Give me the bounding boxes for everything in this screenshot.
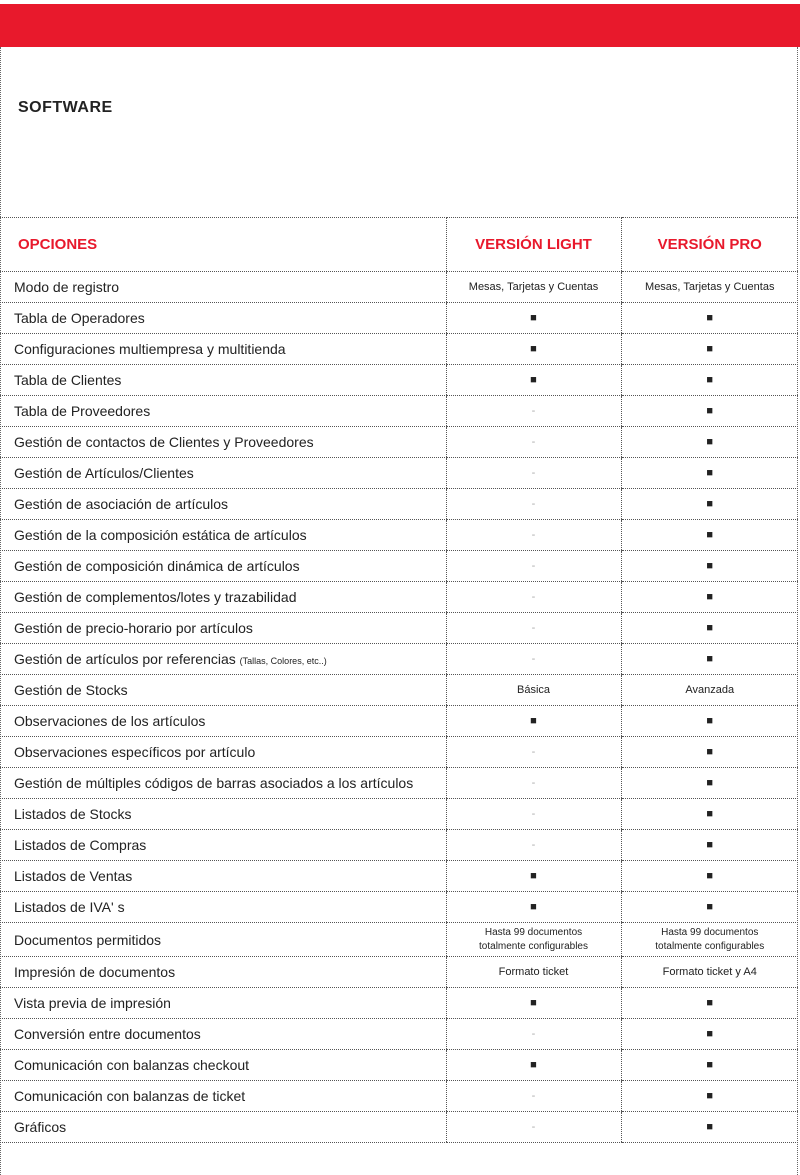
included-mark: ■ bbox=[706, 653, 714, 665]
table-row bbox=[0, 644, 798, 675]
included-mark: ■ bbox=[706, 405, 714, 417]
feature-label: Comunicación con balanzas de ticket bbox=[14, 1088, 246, 1104]
table-row bbox=[0, 1112, 798, 1143]
table-row bbox=[0, 923, 798, 957]
feature-label: Vista previa de impresión bbox=[14, 995, 171, 1011]
table-row bbox=[0, 520, 798, 551]
feature-label: Listados de IVA' s bbox=[14, 899, 125, 915]
feature-cell bbox=[0, 675, 446, 706]
feature-label: Tabla de Proveedores bbox=[14, 403, 151, 419]
included-mark: ■ bbox=[706, 808, 714, 820]
light-value-cell bbox=[446, 551, 621, 582]
not-included-dash: - bbox=[531, 498, 536, 510]
included-mark: ■ bbox=[706, 997, 714, 1009]
included-mark: ■ bbox=[706, 560, 714, 572]
pro-value-cell bbox=[621, 303, 798, 334]
feature-cell bbox=[0, 737, 446, 768]
not-included-dash: - bbox=[531, 529, 536, 541]
not-included-dash: - bbox=[531, 1121, 536, 1133]
table-row bbox=[0, 1050, 798, 1081]
light-value-cell bbox=[446, 489, 621, 520]
table-row bbox=[0, 737, 798, 768]
included-mark: ■ bbox=[706, 529, 714, 541]
pro-value-cell bbox=[621, 334, 798, 365]
pro-value-cell bbox=[621, 520, 798, 551]
not-included-dash: - bbox=[531, 746, 536, 758]
table-row bbox=[0, 706, 798, 737]
feature-cell bbox=[0, 520, 446, 551]
feature-cell bbox=[0, 427, 446, 458]
included-mark: ■ bbox=[530, 374, 537, 386]
feature-label: Listados de Ventas bbox=[14, 868, 133, 884]
feature-label: Configuraciones multiempresa y multitienda bbox=[14, 341, 286, 357]
pro-value-cell bbox=[621, 988, 798, 1019]
light-value-cell bbox=[446, 644, 621, 675]
included-mark: ■ bbox=[530, 343, 537, 355]
light-value-cell bbox=[446, 396, 621, 427]
not-included-dash: - bbox=[531, 808, 536, 820]
pro-value-cell bbox=[621, 923, 798, 957]
table-row bbox=[0, 892, 798, 923]
light-value-cell bbox=[446, 737, 621, 768]
feature-cell bbox=[0, 458, 446, 489]
pro-value-cell bbox=[621, 644, 798, 675]
pro-value-cell bbox=[621, 675, 798, 706]
pro-value-cell bbox=[621, 1019, 798, 1050]
top-red-bar bbox=[0, 4, 800, 47]
light-value-cell bbox=[446, 1019, 621, 1050]
feature-label: Gestión de Artículos/Clientes bbox=[14, 465, 194, 481]
table-row bbox=[0, 396, 798, 427]
not-included-dash: - bbox=[531, 1090, 536, 1102]
feature-cell bbox=[0, 551, 446, 582]
pro-value-cell bbox=[621, 737, 798, 768]
light-value-cell bbox=[446, 706, 621, 737]
light-value-cell bbox=[446, 1112, 621, 1143]
feature-label: Gestión de contactos de Clientes y Proveedores bbox=[14, 434, 314, 450]
pro-value-cell bbox=[621, 458, 798, 489]
pro-value-cell bbox=[621, 1081, 798, 1112]
table-row bbox=[0, 861, 798, 892]
light-value-cell bbox=[446, 675, 621, 706]
included-mark: ■ bbox=[706, 746, 714, 758]
table-header-row bbox=[0, 218, 798, 272]
pro-value-cell bbox=[621, 427, 798, 458]
included-mark: ■ bbox=[706, 777, 714, 789]
table-row bbox=[0, 957, 798, 988]
light-value-cell bbox=[446, 582, 621, 613]
feature-cell bbox=[0, 1019, 446, 1050]
table-row bbox=[0, 675, 798, 706]
included-mark: ■ bbox=[706, 715, 714, 727]
included-mark: ■ bbox=[706, 374, 714, 386]
included-mark: ■ bbox=[530, 901, 537, 913]
pro-value-cell bbox=[621, 582, 798, 613]
feature-cell bbox=[0, 582, 446, 613]
feature-label: Conversión entre documentos bbox=[14, 1026, 201, 1042]
feature-cell bbox=[0, 1050, 446, 1081]
included-mark: ■ bbox=[530, 870, 537, 882]
light-value-cell bbox=[446, 1050, 621, 1081]
feature-label: Modo de registro bbox=[14, 279, 120, 295]
light-value-cell bbox=[446, 458, 621, 489]
pro-value-cell bbox=[621, 706, 798, 737]
included-mark: ■ bbox=[706, 839, 714, 851]
table-row bbox=[0, 1019, 798, 1050]
table-row bbox=[0, 427, 798, 458]
header-version-pro: VERSIÓN PRO bbox=[621, 218, 798, 272]
table-row bbox=[0, 365, 798, 396]
not-included-dash: - bbox=[531, 405, 536, 417]
feature-label: Tabla de Clientes bbox=[14, 372, 122, 388]
table-row bbox=[0, 458, 798, 489]
table-row bbox=[0, 272, 798, 303]
pro-value-cell bbox=[621, 1050, 798, 1081]
light-value-cell bbox=[446, 365, 621, 396]
feature-label: Impresión de documentos bbox=[14, 964, 176, 980]
included-mark: ■ bbox=[706, 498, 714, 510]
feature-label: Documentos permitidos bbox=[14, 931, 162, 948]
feature-label: Gestión de precio-horario por artículos bbox=[14, 620, 253, 636]
not-included-dash: - bbox=[531, 653, 536, 665]
feature-cell bbox=[0, 988, 446, 1019]
feature-cell bbox=[0, 489, 446, 520]
feature-cell bbox=[0, 799, 446, 830]
pro-value-cell bbox=[621, 799, 798, 830]
included-mark: ■ bbox=[530, 1059, 537, 1071]
feature-label: Listados de Compras bbox=[14, 837, 147, 853]
light-value-cell bbox=[446, 892, 621, 923]
light-value-cell bbox=[446, 1081, 621, 1112]
included-mark: ■ bbox=[706, 467, 714, 479]
feature-label: Comunicación con balanzas checkout bbox=[14, 1057, 250, 1073]
feature-cell bbox=[0, 1081, 446, 1112]
included-mark: ■ bbox=[706, 901, 714, 913]
feature-label: Listados de Stocks bbox=[14, 806, 132, 822]
not-included-dash: - bbox=[531, 467, 536, 479]
feature-cell bbox=[0, 923, 446, 957]
feature-cell bbox=[0, 334, 446, 365]
not-included-dash: - bbox=[531, 777, 536, 789]
pro-value-text: Mesas, Tarjetas y Cuentas bbox=[645, 281, 775, 293]
pro-value-text: Avanzada bbox=[685, 684, 735, 696]
feature-cell bbox=[0, 396, 446, 427]
table-row bbox=[0, 303, 798, 334]
not-included-dash: - bbox=[531, 839, 536, 851]
included-mark: ■ bbox=[706, 343, 714, 355]
feature-label: Gráficos bbox=[14, 1119, 67, 1135]
light-value-cell bbox=[446, 988, 621, 1019]
feature-label: Gestión de asociación de artículos bbox=[14, 496, 229, 512]
pro-value-cell bbox=[621, 551, 798, 582]
light-value-cell bbox=[446, 427, 621, 458]
header-version-light: VERSIÓN LIGHT bbox=[446, 218, 621, 272]
light-value-cell bbox=[446, 957, 621, 988]
feature-cell bbox=[0, 1112, 446, 1143]
not-included-dash: - bbox=[531, 560, 536, 572]
feature-cell bbox=[0, 861, 446, 892]
included-mark: ■ bbox=[706, 870, 714, 882]
feature-label: Observaciones específicos por artículo bbox=[14, 744, 256, 760]
pro-value-text: Hasta 99 documentos totalmente configurables bbox=[655, 926, 765, 952]
light-value-cell bbox=[446, 613, 621, 644]
feature-cell bbox=[0, 768, 446, 799]
light-value-text: Mesas, Tarjetas y Cuentas bbox=[468, 281, 599, 293]
pro-value-cell bbox=[621, 272, 798, 303]
pro-value-cell bbox=[621, 396, 798, 427]
light-value-cell bbox=[446, 303, 621, 334]
table-row bbox=[0, 799, 798, 830]
feature-cell bbox=[0, 706, 446, 737]
feature-cell bbox=[0, 957, 446, 988]
feature-cell bbox=[0, 830, 446, 861]
table-row bbox=[0, 582, 798, 613]
feature-cell bbox=[0, 365, 446, 396]
included-mark: ■ bbox=[706, 436, 714, 448]
included-mark: ■ bbox=[706, 1059, 714, 1071]
not-included-dash: - bbox=[531, 622, 536, 634]
table-row bbox=[0, 768, 798, 799]
included-mark: ■ bbox=[706, 591, 714, 603]
pro-value-cell bbox=[621, 768, 798, 799]
table-row bbox=[0, 489, 798, 520]
table-row bbox=[0, 334, 798, 365]
light-value-text: Formato ticket bbox=[498, 966, 569, 978]
pro-value-cell bbox=[621, 830, 798, 861]
feature-cell bbox=[0, 303, 446, 334]
feature-label: Gestión de artículos por referencias bbox=[14, 651, 236, 667]
feature-label: Observaciones de los artículos bbox=[14, 713, 206, 729]
comparison-table bbox=[0, 217, 798, 1143]
feature-cell bbox=[0, 613, 446, 644]
included-mark: ■ bbox=[530, 312, 537, 324]
included-mark: ■ bbox=[706, 1121, 714, 1133]
light-value-text: Hasta 99 documentos totalmente configurables bbox=[479, 926, 588, 952]
feature-label: Tabla de Operadores bbox=[14, 310, 145, 326]
feature-label: Gestión de composición dinámica de artículos bbox=[14, 558, 300, 574]
light-value-cell bbox=[446, 830, 621, 861]
light-value-cell bbox=[446, 861, 621, 892]
feature-label: Gestión de la composición estática de artículos bbox=[14, 527, 307, 543]
feature-note: (Tallas, Colores, etc..) bbox=[239, 656, 327, 666]
table-row bbox=[0, 613, 798, 644]
light-value-cell bbox=[446, 768, 621, 799]
header-options: OPCIONES bbox=[0, 218, 446, 272]
feature-label: Gestión de complementos/lotes y trazabilidad bbox=[14, 589, 297, 605]
included-mark: ■ bbox=[706, 1090, 714, 1102]
feature-cell bbox=[0, 644, 446, 675]
feature-cell bbox=[0, 272, 446, 303]
pro-value-cell bbox=[621, 861, 798, 892]
light-value-cell bbox=[446, 923, 621, 957]
not-included-dash: - bbox=[531, 591, 536, 603]
light-value-cell bbox=[446, 272, 621, 303]
feature-cell bbox=[0, 892, 446, 923]
light-value-cell bbox=[446, 799, 621, 830]
not-included-dash: - bbox=[531, 1028, 536, 1040]
feature-label: Gestión de Stocks bbox=[14, 682, 128, 698]
pro-value-cell bbox=[621, 1112, 798, 1143]
table-row bbox=[0, 551, 798, 582]
pro-value-cell bbox=[621, 365, 798, 396]
pro-value-cell bbox=[621, 892, 798, 923]
pro-value-text: Formato ticket y A4 bbox=[662, 966, 757, 978]
light-value-cell bbox=[446, 520, 621, 551]
pro-value-cell bbox=[621, 613, 798, 644]
light-value-cell bbox=[446, 334, 621, 365]
included-mark: ■ bbox=[530, 715, 537, 727]
table-row bbox=[0, 1081, 798, 1112]
not-included-dash: - bbox=[531, 436, 536, 448]
included-mark: ■ bbox=[706, 312, 714, 324]
pro-value-cell bbox=[621, 489, 798, 520]
light-value-text: Básica bbox=[516, 684, 551, 696]
included-mark: ■ bbox=[706, 622, 714, 634]
feature-label: Gestión de múltiples códigos de barras asociados a los artículos bbox=[14, 775, 414, 791]
pro-value-cell bbox=[621, 957, 798, 988]
included-mark: ■ bbox=[706, 1028, 714, 1040]
included-mark: ■ bbox=[530, 997, 537, 1009]
section-title: SOFTWARE bbox=[18, 99, 113, 116]
table-row bbox=[0, 830, 798, 861]
table-row bbox=[0, 988, 798, 1019]
